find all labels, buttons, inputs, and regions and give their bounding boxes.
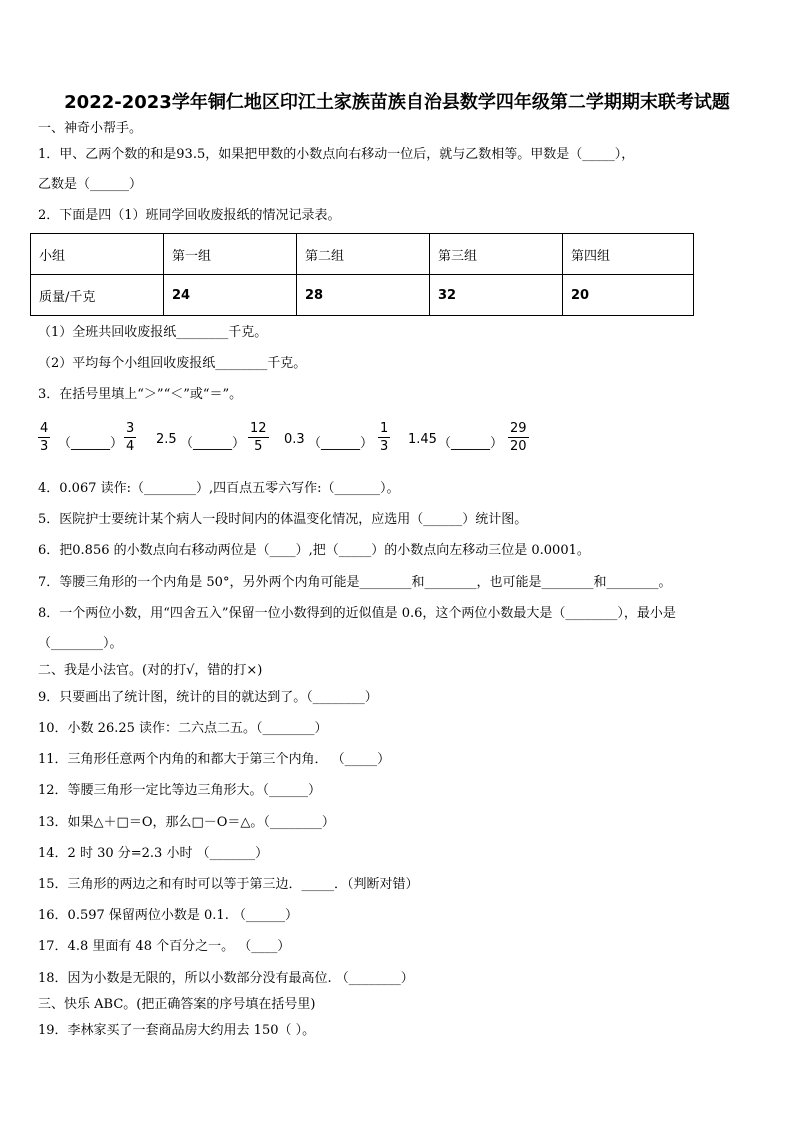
- table-header-cell: 第三组: [430, 234, 563, 275]
- numerator: 4: [40, 421, 49, 436]
- table-cell: 32: [430, 275, 563, 316]
- record-table: [30, 233, 694, 316]
- answer-blank[interactable]: （______）: [180, 436, 246, 451]
- section-2-heading: 二、我是小法官。(对的打√，错的打×): [38, 663, 263, 678]
- question-17: 17．4.8 里面有 48 个百分之一。 （____）: [38, 939, 291, 954]
- table-row-label: 质量/千克: [31, 275, 164, 316]
- denominator: 4: [126, 439, 135, 454]
- question-15: 15．三角形的两边之和有时可以等于第三边．_____．（判断对错）: [38, 877, 419, 892]
- question-4: 4．0.067 读作:（________）,四百点五零六写作:（_______）。: [38, 481, 400, 496]
- fraction: [508, 420, 529, 455]
- numerator: 3: [126, 421, 135, 436]
- question-2-part-1: （1）全班共回收废报纸________千克。: [38, 325, 268, 340]
- fraction: [378, 420, 390, 455]
- table-header-row: [31, 234, 694, 275]
- denominator: 3: [380, 439, 389, 454]
- question-7: 7．等腰三角形的一个内角是 50°，另外两个内角可能是________和________，也可能是________和________。: [38, 575, 672, 590]
- question-18: 18．因为小数是无限的，所以小数部分没有最高位. （________）: [38, 971, 414, 986]
- table-row: [31, 275, 694, 316]
- decimal-value: 1.45: [408, 432, 437, 447]
- question-13: 13．如果△＋□＝O，那么□－O＝△。（________）: [38, 815, 335, 830]
- table-cell: 24: [164, 275, 297, 316]
- question-1-line-1: 1．甲、乙两个数的和是93.5，如果把甲数的小数点向右移动一位后，就与乙数相等。甲数是（_____），: [38, 147, 635, 162]
- table-header-cell: 第四组: [563, 234, 694, 275]
- denominator: 3: [40, 439, 49, 454]
- comparison-row: [38, 420, 598, 464]
- question-9: 9．只要画出了统计图，统计的目的就达到了。（________）: [38, 690, 378, 705]
- answer-blank[interactable]: （______）: [308, 436, 374, 451]
- question-11: 11．三角形任意两个内角的和都大于第三个内角． （_____）: [38, 752, 391, 767]
- question-1-line-2: 乙数是（______）: [38, 177, 143, 192]
- numerator: 12: [250, 421, 267, 436]
- question-19: 19．李林家买了一套商品房大约用去 150（ ）。: [38, 1023, 316, 1038]
- table-header-cell: 第二组: [297, 234, 430, 275]
- fraction: [38, 420, 50, 455]
- question-8-line-1: 8．一个两位小数，用“四舍五入”保留一位小数得到的近似值是 0.6，这个两位小数最大是（________），最小是: [38, 606, 676, 621]
- answer-blank[interactable]: （______）: [438, 436, 504, 451]
- decimal-value: 0.3: [284, 432, 305, 447]
- question-10: 10．小数 26.25 读作：二六点二五。（________）: [38, 721, 328, 736]
- answer-blank[interactable]: （______）: [58, 436, 124, 451]
- decimal-value: 2.5: [156, 432, 177, 447]
- numerator: 1: [380, 421, 389, 436]
- page-title: 2022-2023学年铜仁地区印江土家族苗族自治县数学四年级第二学期期末联考试题: [64, 92, 730, 113]
- denominator: 5: [254, 439, 263, 454]
- denominator: 20: [510, 439, 527, 454]
- table-cell: 28: [297, 275, 430, 316]
- question-2: 2．下面是四（1）班同学回收废报纸的情况记录表。: [38, 208, 341, 223]
- table-cell: 20: [563, 275, 694, 316]
- fraction: [248, 420, 269, 455]
- fraction: [124, 420, 136, 455]
- question-6: 6．把0.856 的小数点向右移动两位是（____）,把（_____）的小数点向左移动三位是 0.0001。: [38, 543, 590, 558]
- question-3: 3．在括号里填上“＞”“＜”或“＝”。: [38, 387, 243, 402]
- question-16: 16．0.597 保留两位小数是 0.1. （______）: [38, 908, 298, 923]
- section-3-heading: 三、快乐 ABC。(把正确答案的序号填在括号里): [38, 997, 316, 1012]
- section-1-heading: 一、神奇小帮手。: [38, 121, 143, 136]
- question-12: 12．等腰三角形一定比等边三角形大。（______）: [38, 783, 322, 798]
- numerator: 29: [510, 421, 527, 436]
- table-header-cell: 第一组: [164, 234, 297, 275]
- question-8-line-2: （________）。: [38, 636, 123, 651]
- question-5: 5．医院护士要统计某个病人一段时间内的体温变化情况，应选用（______）统计图。: [38, 512, 528, 527]
- question-2-part-2: （2）平均每个小组回收废报纸________千克。: [38, 356, 307, 371]
- question-14: 14．2 时 30 分=2.3 小时 （_______）: [38, 846, 269, 861]
- table-header-cell: 小组: [31, 234, 164, 275]
